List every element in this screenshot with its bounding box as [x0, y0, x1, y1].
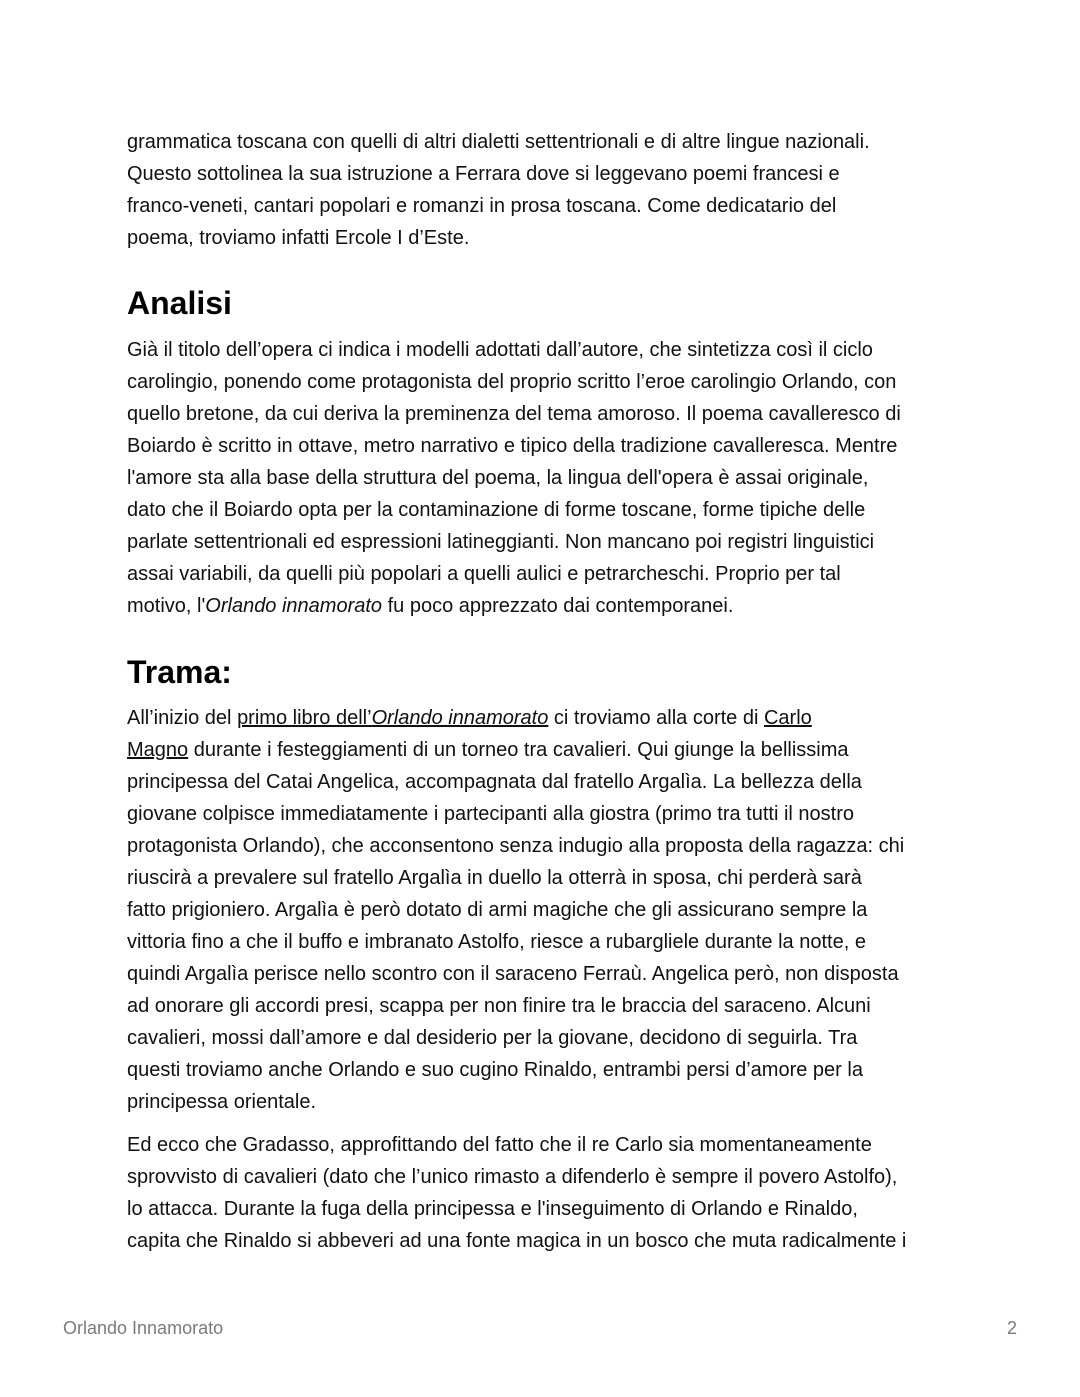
trama-paragraph-2: [127, 1129, 957, 1257]
analisi-heading: Analisi: [127, 285, 232, 321]
text-line: [127, 590, 957, 622]
text-run: All’inizio del: [127, 707, 238, 729]
footer-document-title: Orlando Innamorato: [63, 1318, 224, 1338]
text-line: [127, 734, 957, 766]
text-line: protagonista Orlando), che acconsentono senza indugio alla proposta della ragazza: chi: [127, 835, 905, 857]
text-line: capita che Rinaldo si abbeveri ad una fonte magica in un bosco che muta radicalmente i: [127, 1230, 907, 1252]
text-line: Ed ecco che Gradasso, approfittando del fatto che il re Carlo sia momentaneamente: [127, 1134, 872, 1156]
primo-libro-link[interactable]: [237, 707, 548, 729]
link-italic-title: Orlando innamorato: [371, 707, 549, 729]
page-body: [127, 126, 957, 1257]
text-line: poema, troviamo infatti Ercole I d’Este.: [127, 227, 470, 249]
text-line: l'amore sta alla base della struttura del poema, la lingua dell'opera è assai originale,: [127, 467, 869, 489]
text-line: principessa del Catai Angelica, accompagnata dal fratello Argalìa. La bellezza della: [127, 771, 862, 793]
text-line: Questo sottolinea la sua istruzione a Ferrara dove si leggevano poemi francesi e: [127, 163, 840, 185]
paragraph-spacer: [127, 1118, 957, 1129]
text-line: sprovvisto di cavalieri (dato che l’unico rimasto a difenderlo è sempre il povero Astolfo),: [127, 1166, 898, 1188]
text-line: ad onorare gli accordi presi, scappa per non finire tra le braccia del saraceno. Alcuni: [127, 995, 871, 1017]
text-line: cavalieri, mossi dall’amore e dal desiderio per la giovane, decidono di seguirla. Tra: [127, 1027, 858, 1049]
text-line: principessa orientale.: [127, 1091, 316, 1113]
text-run: fu poco apprezzato dai contemporanei.: [382, 595, 734, 617]
text-line: Boiardo è scritto in ottave, metro narrativo e tipico della tradizione cavalleresca. Mentre: [127, 435, 898, 457]
text-line: questi troviamo anche Orlando e suo cugino Rinaldo, entrambi persi d’amore per la: [127, 1059, 863, 1081]
text-line: giovane colpisce immediatamente i partecipanti alla giostra (primo tra tutti il nostro: [127, 803, 855, 825]
text-line: franco-veneti, cantari popolari e romanzi in prosa toscana. Come dedicatario del: [127, 195, 837, 217]
text-line: assai variabili, da quelli più popolari a quelli aulici e petrarcheschi. Proprio per tal: [127, 563, 841, 585]
intro-paragraph: [127, 126, 957, 254]
text-line: quindi Argalìa perisce nello scontro con il saraceno Ferraù. Angelica però, non disposta: [127, 963, 899, 985]
text-line: quello bretone, da cui deriva la preminenza del tema amoroso. Il poema cavalleresco di: [127, 403, 901, 425]
text-line: carolingio, ponendo come protagonista del proprio scritto l’eroe carolingio Orlando, con: [127, 371, 897, 393]
text-line: Già il titolo dell’opera ci indica i modelli adottati dall’autore, che sintetizza così il ciclo: [127, 339, 873, 361]
text-line: fatto prigioniero. Argalìa è però dotato di armi magiche che gli assicurano sempre la: [127, 899, 868, 921]
trama-paragraph-1: [127, 702, 957, 1118]
analisi-paragraph: [127, 334, 957, 622]
text-line: [127, 702, 957, 734]
trama-heading: Trama:: [127, 654, 232, 690]
text-line: lo attacca. Durante la fuga della principessa e l'inseguimento di Orlando e Rinaldo,: [127, 1198, 858, 1220]
text-run: durante i festeggiamenti di un torneo tra cavalieri. Qui giunge la bellissima: [188, 739, 849, 761]
text-run: ci troviamo alla corte di: [548, 707, 764, 729]
text-run: motivo, l': [127, 595, 206, 617]
text-line: vittoria fino a che il buffo e imbranato Astolfo, riesce a rubargliele durante la notte, e: [127, 931, 866, 953]
link-text: primo libro dell’: [237, 707, 372, 729]
italic-title: Orlando innamorato: [205, 595, 383, 617]
text-line: parlate settentrionali ed espressioni latineggianti. Non mancano poi registri linguistici: [127, 531, 875, 553]
carlo-magno-link[interactable]: Carlo: [763, 707, 812, 729]
text-line: riuscirà a prevalere sul fratello Argalìa in duello la otterrà in sposa, chi perderà sarà: [127, 867, 862, 889]
carlo-magno-link[interactable]: Magno: [127, 739, 189, 761]
text-line: dato che il Boiardo opta per la contaminazione di forme toscane, forme tipiche delle: [127, 499, 866, 521]
footer-page-number: 2: [1006, 1318, 1017, 1338]
text-line: grammatica toscana con quelli di altri dialetti settentrionali e di altre lingue nazionali.: [127, 131, 870, 153]
